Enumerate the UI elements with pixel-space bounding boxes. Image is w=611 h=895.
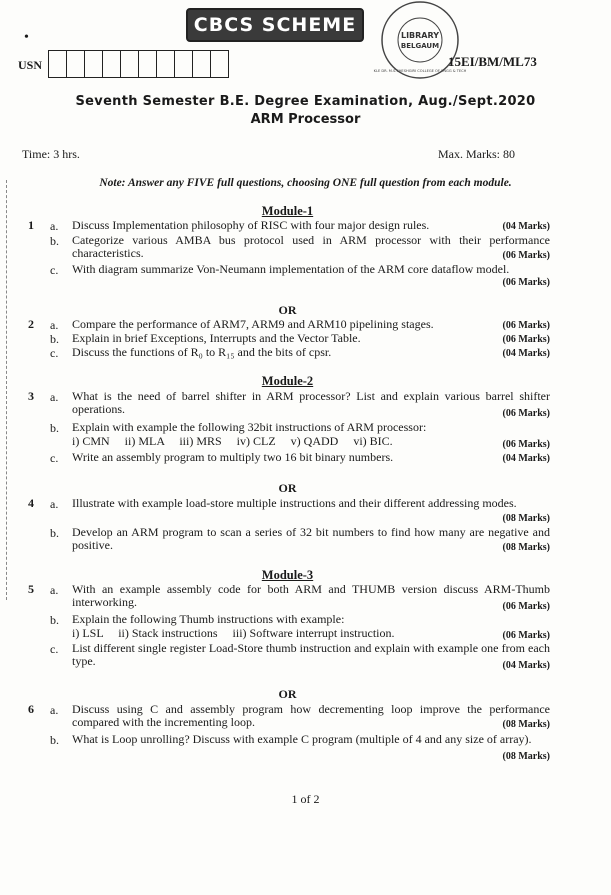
question-text: Compare the performance of ARM7, ARM9 and ARM10 pipelining stages. [72, 317, 434, 331]
page-number: 1 of 2 [291, 792, 320, 806]
exam-title: Seventh Semester B.E. Degree Examination, Aug./Sept.2020 [75, 94, 536, 109]
question-text: List different single register Load-Store thumb instruction and explain with example one from each type. [72, 641, 550, 668]
question-text: What is the need of barrel shifter in ARM processor? List and explain various barrel shifter operations. [72, 389, 550, 416]
marks: (06 Marks) [502, 334, 550, 345]
usn-box [48, 50, 67, 78]
question-text: With an example assembly code for both ARM and THUMB version discuss ARM-Thumb interworking. [72, 582, 550, 609]
part-label: c. [50, 451, 59, 465]
usn-box [192, 50, 211, 78]
usn-box [102, 50, 121, 78]
stamp-top-text: LIBRARY [400, 31, 440, 40]
marks: (06 Marks) [502, 277, 550, 288]
usn-box [66, 50, 85, 78]
question-subitems: i) CMN ii) MLA iii) MRS iv) CLZ v) QADD vi) BIC. [72, 434, 393, 448]
question-text: Explain the following Thumb instructions with example: [72, 612, 345, 626]
question-text: Explain with example the following 32bit instructions of ARM processor: [72, 420, 427, 434]
max-marks: Max. Marks: 80 [438, 147, 515, 161]
marks: (08 Marks) [502, 513, 550, 524]
part-label: b. [50, 733, 59, 747]
usn-boxes [48, 50, 228, 78]
part-label: a. [50, 390, 59, 404]
part-label: a. [50, 703, 59, 717]
marks: (04 Marks) [502, 348, 550, 359]
question-text: Discuss the functions of R₀ to R₁₅ and the bits of cpsr. [72, 345, 332, 359]
usn-box [174, 50, 193, 78]
module-2-heading: Module-2 [261, 374, 314, 388]
part-label: b. [50, 526, 59, 540]
subject-code: 15EI/BM/ML73 [448, 54, 537, 69]
question-number: 3 [28, 389, 34, 403]
stamp-ring-text: KLE DR. M.S.SHESHGIRI COLLEGE OF ENGG & TECH [373, 69, 467, 73]
or-divider: OR [278, 687, 297, 701]
subject-title: ARM Processor [250, 112, 361, 127]
marks: (08 Marks) [502, 719, 550, 730]
time-allowed: Time: 3 hrs. [22, 147, 80, 161]
marks: (04 Marks) [502, 453, 550, 464]
marks: (06 Marks) [502, 630, 550, 641]
question-number: 2 [28, 317, 34, 331]
part-label: c. [50, 346, 59, 360]
question-text: Explain in brief Exceptions, Interrupts and the Vector Table. [72, 331, 361, 345]
marks: (06 Marks) [502, 250, 550, 261]
or-divider: OR [278, 303, 297, 317]
usn-box [138, 50, 157, 78]
question-text: Write an assembly program to multiply two 16 bit binary numbers. [72, 450, 394, 464]
usn-box [210, 50, 229, 78]
usn-box [120, 50, 139, 78]
usn-box [156, 50, 175, 78]
question-number: 1 [28, 218, 34, 232]
scheme-banner: CBCS SCHEME [186, 8, 364, 42]
or-divider: OR [278, 481, 297, 495]
part-label: a. [50, 219, 59, 233]
marks: (08 Marks) [502, 542, 550, 553]
marks: (04 Marks) [502, 660, 550, 671]
usn-box [84, 50, 103, 78]
question-text: What is Loop unrolling? Discuss with example C program (multiple of 4 and any size of array). [72, 732, 532, 746]
part-label: a. [50, 583, 59, 597]
question-number: 5 [28, 582, 34, 596]
library-stamp [366, 0, 474, 86]
margin-mark: • [24, 30, 29, 45]
question-text: Develop an ARM program to scan a series of 32 bit numbers to find how many are negative and positive. [72, 525, 550, 552]
part-label: b. [50, 332, 59, 346]
question-text: Discuss Implementation philosophy of RISC with four major design rules. [72, 218, 430, 232]
part-label: a. [50, 318, 59, 332]
margin-rule [6, 180, 15, 600]
instructions-note: Note: Answer any FIVE full questions, choosing ONE full question from each module. [99, 177, 512, 189]
marks: (08 Marks) [502, 751, 550, 762]
question-text: Illustrate with example load-store multiple instructions and their different addressing modes. [72, 496, 517, 510]
part-label: a. [50, 497, 59, 511]
marks: (06 Marks) [502, 320, 550, 331]
question-text: With diagram summarize Von-Neumann implementation of the ARM core dataflow model. [72, 262, 510, 276]
part-label: b. [50, 421, 59, 435]
question-text: Discuss using C and assembly program how decrementing loop improve the performance compared with the incrementing loop. [72, 702, 550, 729]
marks: (06 Marks) [502, 601, 550, 612]
module-3-heading: Module-3 [261, 568, 314, 582]
question-number: 6 [28, 702, 34, 716]
marks: (06 Marks) [502, 408, 550, 419]
part-label: b. [50, 234, 59, 248]
question-number: 4 [28, 496, 34, 510]
part-label: c. [50, 263, 59, 277]
part-label: b. [50, 613, 59, 627]
stamp-bottom-text: BELGAUM [400, 42, 440, 50]
marks: (04 Marks) [502, 221, 550, 232]
usn-label: USN [18, 58, 43, 72]
question-subitems: i) LSL ii) Stack instructions iii) Software interrupt instruction. [72, 626, 395, 640]
question-text: Categorize various AMBA bus protocol used in ARM processor with their performance characteristics. [72, 233, 550, 260]
marks: (06 Marks) [502, 439, 550, 450]
module-1-heading: Module-1 [261, 204, 314, 218]
part-label: c. [50, 642, 59, 656]
